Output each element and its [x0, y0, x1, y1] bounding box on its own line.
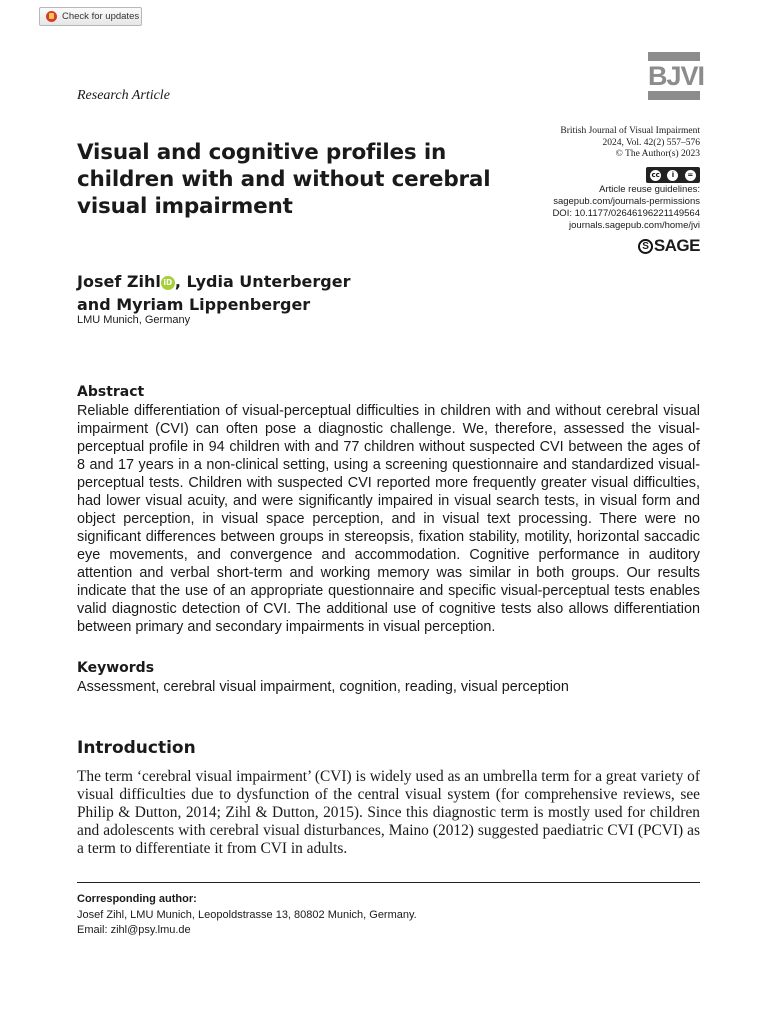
author-first: Josef Zihl — [77, 272, 161, 291]
corresponding-address: Josef Zihl, LMU Munich, Leopoldstrasse 13, 80802 Munich, Germany. — [77, 909, 417, 921]
creative-commons-badge[interactable] — [646, 167, 700, 183]
affiliation: LMU Munich, Germany — [77, 314, 191, 326]
reuse-label: Article reuse guidelines: — [599, 184, 700, 195]
article-title: Visual and cognitive profiles in children with and without cerebral visual impairment — [77, 140, 491, 219]
journal-info — [450, 126, 700, 161]
author-list — [77, 270, 397, 316]
journal-volume: 2024, Vol. 42(2) 557–576 — [602, 137, 700, 148]
cc-icon: cc — [651, 170, 660, 179]
keywords-text: Assessment, cerebral visual impairment, cognition, reading, visual perception — [77, 679, 569, 695]
abstract-heading: Abstract — [77, 384, 145, 400]
check-for-updates-button[interactable] — [39, 7, 142, 26]
author-rest-line1: , Lydia Unterberger — [174, 272, 351, 291]
sage-s-icon: S — [638, 239, 653, 254]
reuse-info — [450, 184, 700, 232]
journal-copyright: © The Author(s) 2023 — [615, 149, 700, 159]
logo-text: BJVI — [648, 61, 705, 91]
orcid-icon[interactable]: iD — [161, 276, 175, 290]
reuse-link[interactable]: sagepub.com/journals-permissions — [553, 196, 700, 207]
author-line2: and Myriam Lippenberger — [77, 295, 311, 314]
noderivs-icon: = — [685, 170, 696, 181]
footnote-divider — [77, 882, 700, 883]
corresponding-author-heading: Corresponding author: — [77, 893, 197, 905]
corresponding-email[interactable]: Email: zihl@psy.lmu.de — [77, 924, 191, 936]
logo-bar-top — [648, 52, 700, 61]
abstract-text: Reliable differentiation of visual-perceptual difficulties in children with and without cerebral visual impairment (CVI) can often pose a diagnostic challenge. We, therefore, assessed the visual-perceptual profile in 94 children with and 77 children without suspected CVI between the ages of 8 and 17 years in a non-clinical setting, using a screening questionnaire and standardized visual-perceptual tests. Children with suspected CVI reported more frequently greater visual difficulties, had lower visual acuity, and were significantly impaired in visual search tests, in visual form and object perception, in visual space perception, and in visual text processing. There were no significant differences between groups in stereopsis, fixation stability, motility, horizontal saccadic eye movements, and convergence and accommodation. Cognitive performance in auditory attention and verbal short-term and working memory was similar in both groups. Our results indicate that the use of an appropriate questionnaire and specific visual-perceptual tests enables valid diagnostic detection of CVI. The additional use of cognitive tests also allows differentiation between primary and secondary impairments in visual perception. — [77, 403, 700, 635]
corresponding-author-details — [77, 908, 417, 938]
publisher-name: SAGE — [653, 236, 700, 255]
journal-logo — [648, 52, 705, 100]
article-type: Research Article — [77, 88, 170, 103]
publisher-logo — [638, 237, 700, 255]
journal-name: British Journal of Visual Impairment — [560, 126, 700, 136]
journal-home-link[interactable]: journals.sagepub.com/home/jvi — [569, 220, 700, 231]
keywords-heading: Keywords — [77, 660, 155, 676]
doi-link[interactable]: DOI: 10.1177/02646196221149564 — [552, 208, 700, 219]
bookmark-icon — [46, 11, 57, 22]
logo-bar-bottom — [648, 91, 700, 100]
introduction-heading: Introduction — [77, 738, 196, 758]
check-for-updates-label: Check for updates — [62, 11, 140, 22]
attribution-icon: i — [667, 170, 678, 181]
introduction-text: The term ‘cerebral visual impairment’ (CVI) is widely used as an umbrella term for a great variety of visual difficulties due to dysfunction of the central visual system (for comprehensive reviews, see Philip & Dutton, 2014; Zihl & Dutton, 2015). Since this diagnostic term is mostly used for children and adolescents with cerebral visual disturbances, Maino (2012) suggested paediatric CVI (PCVI) as a term to differentiate it from CVI in adults. — [77, 768, 700, 857]
